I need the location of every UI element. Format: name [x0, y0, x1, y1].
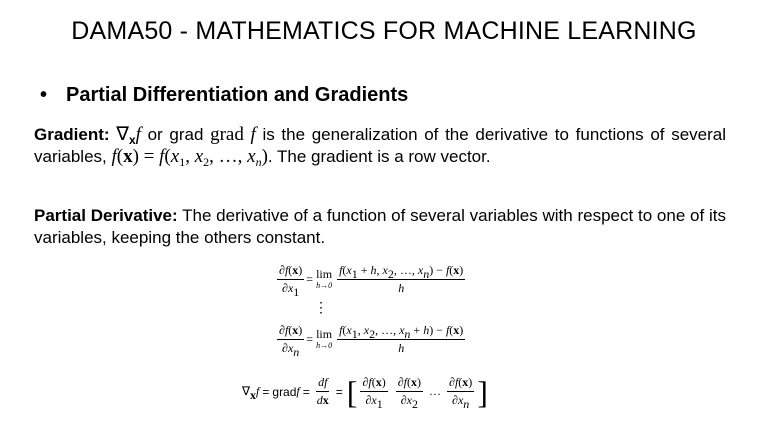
- equation-partial-x1: $\frac{\partial f(x)}{\partial x_1}$ = lim h→0 $\frac{f(x_1 + h, x_2, \dots, x_n) - f(x)}{h}$: [279, 263, 464, 299]
- grad-word: grad: [210, 124, 244, 145]
- function-signature: $f(x) = f(x_1$, $x_2$, …, $x_n$): [111, 146, 268, 169]
- bullet-text: Partial Differentiation and Gradients: [66, 84, 409, 106]
- gradient-text-1: or grad: [140, 125, 211, 144]
- bullet-icon: •: [40, 84, 48, 106]
- equation-gradient-vector: $\nabla_xf$ = grad f = $\frac{df}{dx}$ = [ $\frac{\partial f(x)}{\partial x_1}$ $\frac{\partial f(x)}{\partial x_2}$ … $\frac{\partial f(x)}{\partial x_n}$ ]: [242, 373, 488, 411]
- gradient-text-2: is the generalization of the derivative to functions of several variables,: [34, 125, 726, 166]
- partial-label: Partial Derivative:: [34, 206, 178, 225]
- slide-title: DAMA50 - MATHEMATICS FOR MACHINE LEARNING: [71, 17, 697, 45]
- nabla-symbol: ∇: [116, 124, 129, 145]
- var-f-2: f: [250, 124, 256, 145]
- bullet-heading: [40, 84, 408, 107]
- var-f: f: [135, 124, 141, 145]
- partial-definition: [34, 205, 726, 249]
- gradient-definition: [34, 124, 726, 168]
- subscript-x: x: [128, 133, 136, 147]
- gradient-label: Gradient:: [34, 125, 110, 144]
- equation-partial-xn: $\frac{\partial f(x)}{\partial x_n}$ = lim h→0 $\frac{f(x_1, x_2, \dots, x_n + h) - f(x)}{h}$: [279, 323, 464, 359]
- vertical-dots-icon: ⋮: [314, 299, 328, 315]
- gradient-text-3: . The gradient is a row vector.: [267, 147, 491, 166]
- partial-text: The derivative of a function of several variables with respect to one of its variables, keeping the others constant.: [34, 206, 726, 247]
